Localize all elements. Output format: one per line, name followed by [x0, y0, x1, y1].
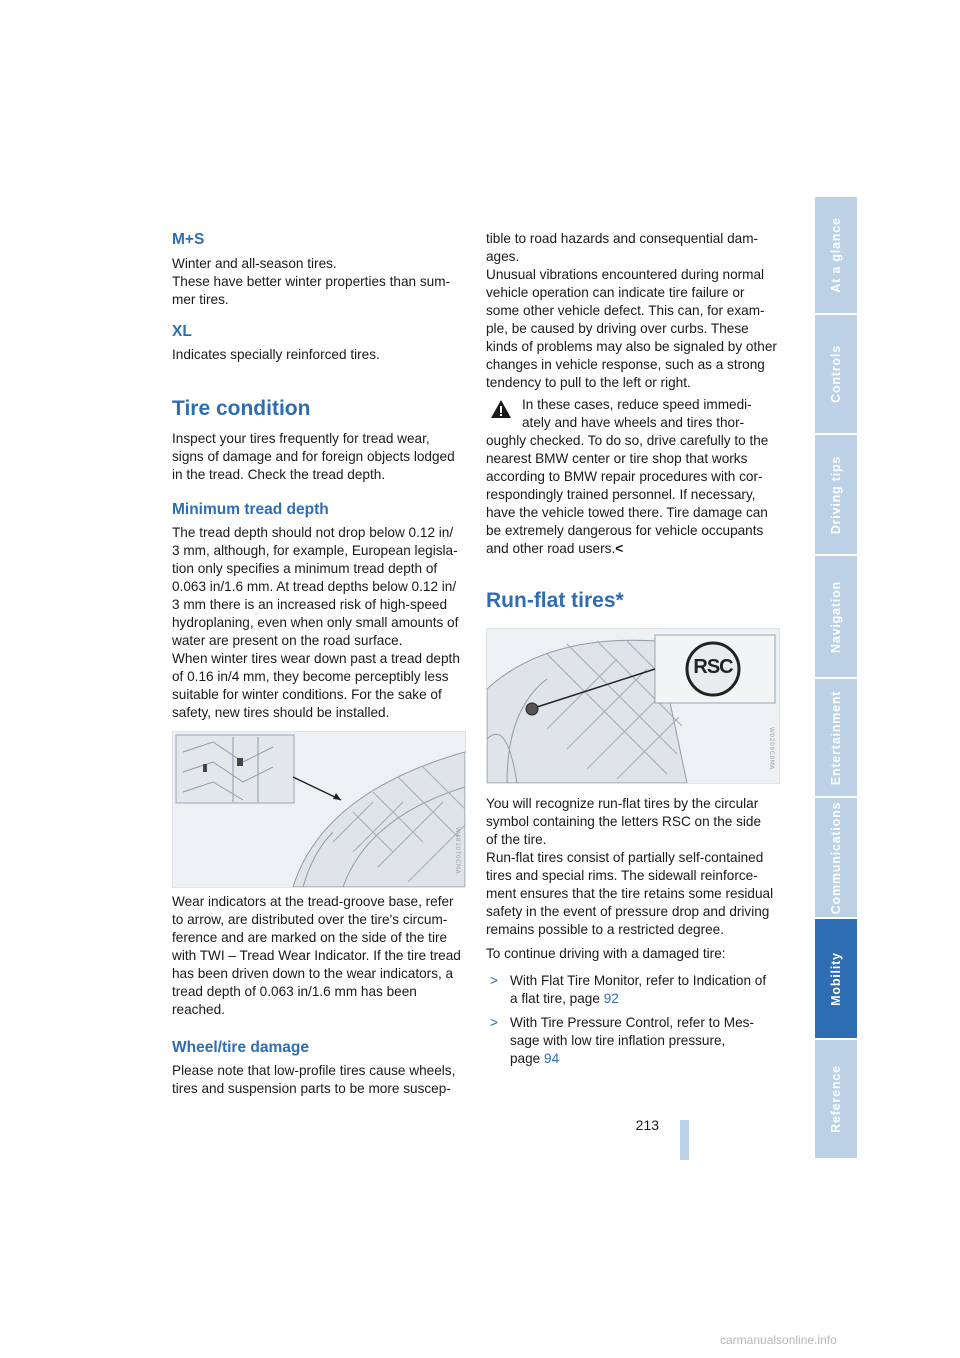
wheel-damage-body: Please note that low-profile tires cause wheels, tires and suspension parts to be more suscep-	[172, 1063, 456, 1096]
runflat-body: You will recognize run-flat tires by the circular symbol containing the letters RSC on the side of the tire. Run-flat tires consist of partially self-contained tires and special rims. The sidewall reinforce- ment ensures that the tire retains some residual safety in the event of pressure drop and driving remains possible to a restricted degree.	[486, 796, 774, 937]
warning-rest: oughly checked. To do so, drive carefully to the nearest BMW center or tire shop that works according to BMW repair procedures with cor- respondingly trained personnel. If necessary, have the vehicle towed there. Tire damage can be extremely dangerous for vehicle occupants and other road users.<	[486, 433, 769, 556]
figure-code: W4810T0CMA	[454, 827, 461, 875]
warning-block	[486, 393, 778, 433]
xl-body: Indicates specially reinforced tires.	[172, 347, 380, 362]
tab-navigation[interactable]: Navigation	[815, 556, 857, 679]
watermark: carmanualsonline.info	[720, 1333, 837, 1347]
page-link-92[interactable]: 92	[603, 991, 619, 1006]
tab-at-a-glance[interactable]: At a glance	[815, 197, 857, 315]
tread-wear-illustration	[173, 732, 465, 887]
bullet-tire-pressure-control	[486, 1014, 778, 1068]
warning-icon	[490, 399, 512, 419]
tab-driving-tips[interactable]: Driving tips	[815, 435, 857, 556]
tab-reference[interactable]: Reference	[815, 1040, 857, 1160]
warning-first-lines: In these cases, reduce speed immedi- ately and have wheels and tires thor-	[522, 397, 752, 430]
bullet-text: With Tire Pressure Control, refer to Mes- sage with low tire inflation pressure, page 94	[510, 1015, 754, 1066]
min-tread-body: The tread depth should not drop below 0.12 in/ 3 mm, although, for example, European legisla- tion only specifies a minimum tread depth of 0.063 in/1.6 mm. At tread depths below 0.12 in/ 3 mm there is an increased risk of high-speed hydroplaning, even when only small amounts of water are present on the road surface. When winter tires wear down past a tread depth of 0.16 in/4 mm, they become perceptibly less suitable for winter conditions. For the sake of safety, new tires should be installed.	[172, 525, 460, 720]
tire-condition-heading: Tire condition	[172, 397, 311, 420]
bullet-text: With Flat Tire Monitor, refer to Indication of a flat tire, page 92	[510, 973, 767, 1006]
tab-entertainment[interactable]: Entertainment	[815, 679, 857, 798]
wear-indicator-body: Wear indicators at the tread-groove base, refer to arrow, are distributed over the tire's circum- ference and are marked on the side of the tire with TWI – Tread Wear Indicator. If the tire tread has been driven down to the wear indicators, a tread depth of 0.063 in/1.6 mm has been reached.	[172, 894, 461, 1017]
wheel-damage-heading: Wheel/tire damage	[172, 1039, 309, 1056]
tab-controls[interactable]: Controls	[815, 315, 857, 435]
bullet-marker: >	[490, 973, 498, 988]
rsc-illustration	[487, 629, 779, 783]
tab-communications[interactable]: Communications	[815, 798, 857, 919]
ms-body: Winter and all-season tires. These have better winter properties than sum- mer tires.	[172, 256, 451, 307]
end-mark: <	[615, 541, 624, 556]
xl-heading: XL	[172, 323, 192, 340]
ms-heading: M+S	[172, 231, 205, 248]
bullet-flat-tire-monitor	[486, 972, 778, 1008]
page-link-94[interactable]: 94	[544, 1051, 560, 1066]
tread-wear-figure	[172, 731, 466, 888]
tab-mobility[interactable]: Mobility	[815, 919, 857, 1040]
min-tread-heading: Minimum tread depth	[172, 501, 329, 518]
rsc-figure	[486, 628, 780, 784]
figure-code: W0209C0MA	[768, 727, 775, 770]
continued-body: tible to road hazards and consequential dam- ages. Unusual vibrations encountered during normal vehicle operation can indicate tire failure or some other vehicle defect. This can, for exam- ple, be caused by driving over curbs. These kinds of problems may also be signaled by other changes in vehicle response, such as a strong tendency to pull to the left or right.	[486, 231, 777, 390]
rsc-symbol-label: RSC	[693, 656, 733, 678]
continue-intro: To continue driving with a damaged tire:	[486, 946, 726, 961]
tire-condition-body: Inspect your tires frequently for tread wear, signs of damage and for foreign objects lodged in the tread. Check the tread depth.	[172, 431, 455, 482]
chapter-tabs	[815, 197, 857, 1160]
runflat-heading: Run-flat tires*	[486, 589, 624, 612]
page-number: 213	[635, 1117, 659, 1133]
bullet-marker: >	[490, 1015, 498, 1030]
page-marker-bar	[680, 1120, 689, 1160]
